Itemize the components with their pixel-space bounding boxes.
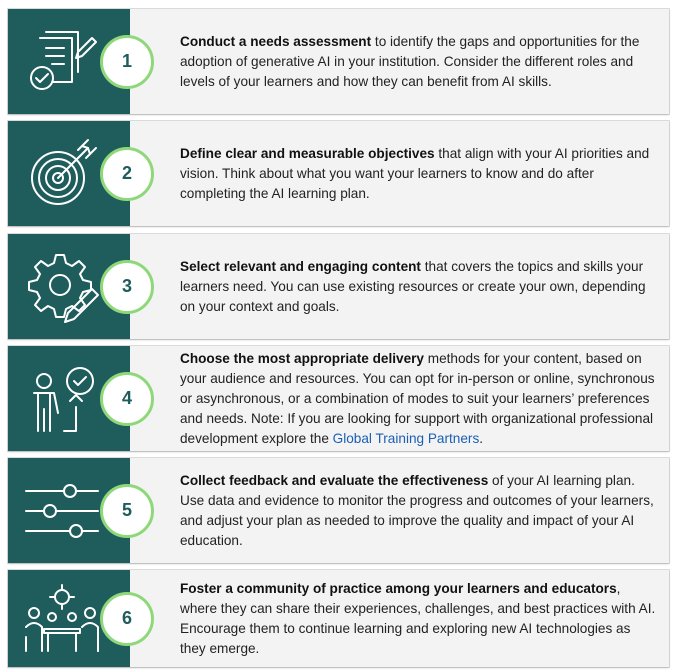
step-description <box>180 32 659 92</box>
step-body: methods for your content, based on your audience and resources. You can opt for in-person or online, synchronous or asynchronous, or a combination of modes to suit your learners’ preferences and needs. Note: If you are looking for support with organizational professional development explore the <box>180 350 655 446</box>
sliders-icon <box>22 471 102 551</box>
step-number-badge: 3 <box>100 260 154 314</box>
step-description <box>180 579 659 659</box>
step-number-badge: 5 <box>100 484 154 538</box>
step-description <box>180 257 659 317</box>
step-card-1 <box>8 9 669 114</box>
step-title: Conduct a needs assessment <box>180 33 372 49</box>
step-card-6 <box>8 570 669 667</box>
step-body: that align with your AI priorities and vision. Think about what you want your learners to know and do after completing the AI learning plan. <box>180 145 650 201</box>
step-body: of your AI learning plan. Use data and evidence to monitor the progress and outcomes of your learners, and adjust your plan as needed to improve the quality and impact of your AI education. <box>180 472 654 548</box>
step-description <box>180 471 659 551</box>
step-number-badge: 6 <box>100 592 154 646</box>
step-title: Choose the most appropriate delivery <box>180 350 424 366</box>
global-training-partners-link[interactable]: Global Training Partners <box>332 430 480 446</box>
step-title: Foster a community of practice among your learners and educators <box>180 580 617 596</box>
step-number-badge: 4 <box>100 372 154 426</box>
step-number-badge: 1 <box>100 35 154 89</box>
step-body: that covers the topics and skills your learners need. You can use existing resources or create your own, depending on your context and goals. <box>180 258 646 314</box>
step-card-4 <box>8 346 669 451</box>
community-table-icon <box>22 579 102 659</box>
step-description <box>180 144 659 204</box>
step-card-2 <box>8 121 669 226</box>
step-body-tail: . <box>479 430 484 446</box>
target-arrow-icon <box>22 134 102 214</box>
step-title: Define clear and measurable objectives <box>180 145 435 161</box>
step-number-badge: 2 <box>100 147 154 201</box>
checklist-document-icon <box>22 22 102 102</box>
step-card-3 <box>8 234 669 339</box>
step-title: Collect feedback and evaluate the effectiveness <box>180 472 489 488</box>
step-title: Select relevant and engaging content <box>180 258 421 274</box>
step-card-5 <box>8 458 669 563</box>
step-description <box>180 349 659 449</box>
step-body: , where they can share their experiences, challenges, and best practices with AI. Encourage them to continue learning and exploring new AI technologies as they emerge. <box>180 580 656 656</box>
step-body: to identify the gaps and opportunities for the adoption of generative AI in your institution. Consider the different roles and levels of your learners and how they can benefit from AI skills. <box>180 33 640 89</box>
gear-pencil-icon <box>22 247 102 327</box>
person-check-icon <box>22 359 102 439</box>
